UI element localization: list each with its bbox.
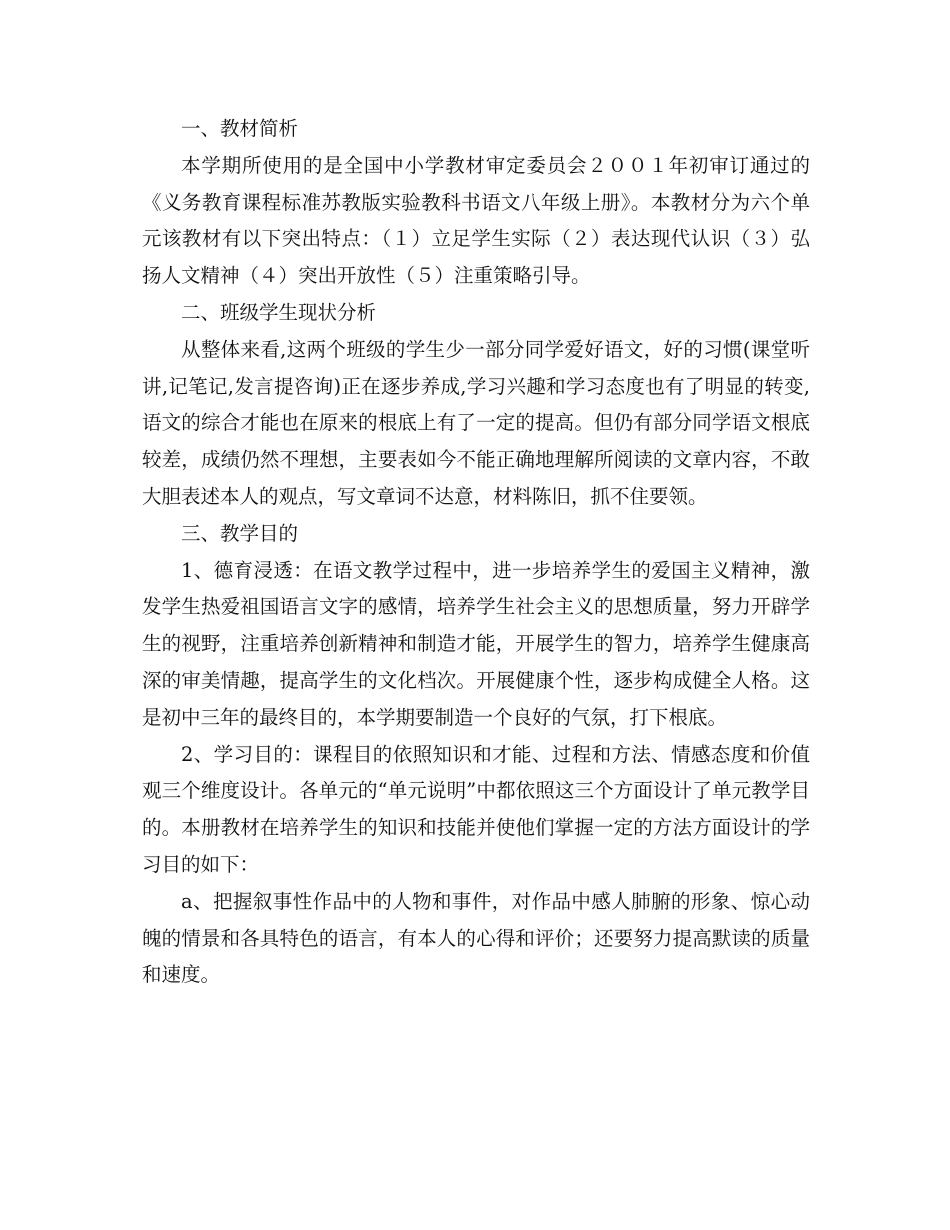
paragraph-goal-a: a、把握叙事性作品中的人物和事件，对作品中感人肺腑的形象、惊心动魄的情景和各具特色的语言，有本人的心得和评价；还要努力提高默读的质量和速度。 — [142, 889, 810, 987]
paragraph-learning-goals: 2、学习目的：课程目的依照知识和才能、过程和方法、情感态度和价值观三个维度设计。各单元的“单元说明”中都依照这三个方面设计了单元教学目的。本册教材在培养学生的知识和技能并使他们掌握一定的方法方面设计的学习目的如下： — [142, 742, 810, 876]
section-heading-teaching-goals: 三、教学目的 — [181, 521, 299, 545]
document-body — [142, 111, 810, 994]
section-heading-textbook-analysis: 一、教材简析 — [181, 117, 299, 140]
paragraph-textbook-overview: 本学期所使用的是全国中小学教材审定委员会２００１年初审订通过的《义务教育课程标准苏教版实验教科书语文八年级上册》。本教材分为六个单元该教材有以下突出特点：（１）立足学生实际（２）表达现代认识（３）弘扬人文精神（４）突出开放性（５）注重策略引导。 — [142, 153, 810, 288]
paragraph-moral-education: 1、德育浸透：在语文教学过程中，进一步培养学生的爱国主义精神，激发学生热爱祖国语言文字的感情，培养学生社会主义的思想质量，努力开辟学生的视野，注重培养创新精神和制造才能，开展学生的智力，培养学生健康高深的审美情趣，提高学生的文化档次。开展健康个性，逐步构成健全人格。这是初中三年的最终目的，本学期要制造一个良好的气氛，打下根底。 — [142, 558, 810, 729]
paragraph-student-status: 从整体来看,这两个班级的学生少一部分同学爱好语文，好的习惯(课堂听讲,记笔记,发言提咨询)正在逐步养成,学习兴趣和学习态度也有了明显的转变,语文的综合才能也在原来的根底上有了一定的提高。但仍有部分同学语文根底较差，成绩仍然不理想，主要表如今不能正确地理解所阅读的文章内容，不敢大胆表述本人的观点，写文章词不达意，材料陈旧，抓不住要领。 — [142, 337, 810, 508]
section-heading-student-analysis: 二、班级学生现状分析 — [181, 300, 377, 324]
